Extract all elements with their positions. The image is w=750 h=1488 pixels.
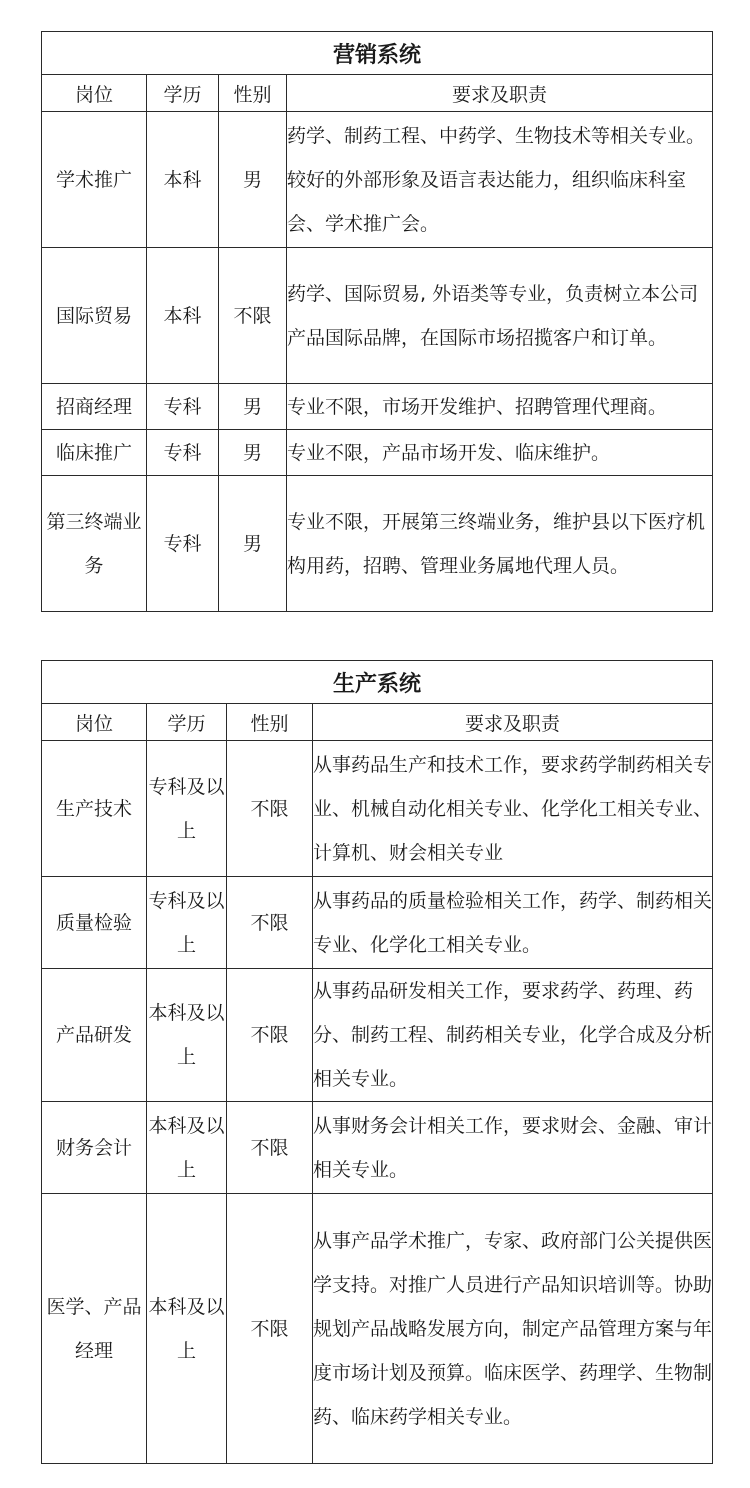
table-row <box>42 112 713 248</box>
table-row <box>42 476 713 612</box>
table-row <box>42 1102 713 1194</box>
table-row <box>42 430 713 476</box>
cell-position: 财务会计 <box>42 1102 147 1194</box>
table-title: 营销系统 <box>42 32 713 75</box>
cell-gender: 不限 <box>219 248 287 384</box>
cell-gender: 不限 <box>227 877 313 969</box>
table-row <box>42 969 713 1102</box>
table-row <box>42 384 713 430</box>
table-row <box>42 248 713 384</box>
table-row <box>42 1194 713 1464</box>
table-title-row <box>42 32 713 75</box>
header-duties: 要求及职责 <box>287 75 713 112</box>
cell-education: 专科及以上 <box>147 877 227 969</box>
cell-duties: 专业不限，产品市场开发、临床维护。 <box>287 430 713 476</box>
cell-position: 质量检验 <box>42 877 147 969</box>
header-row <box>42 704 713 741</box>
cell-education: 本科及以上 <box>147 1194 227 1464</box>
cell-gender: 男 <box>219 476 287 612</box>
production-table <box>41 660 713 1464</box>
cell-education: 专科 <box>147 430 219 476</box>
header-position: 岗位 <box>42 704 147 741</box>
cell-gender: 男 <box>219 112 287 248</box>
cell-education: 专科及以上 <box>147 741 227 877</box>
cell-position: 招商经理 <box>42 384 147 430</box>
cell-duties: 专业不限，市场开发维护、招聘管理代理商。 <box>287 384 713 430</box>
cell-education: 本科 <box>147 248 219 384</box>
header-gender: 性别 <box>227 704 313 741</box>
cell-gender: 男 <box>219 430 287 476</box>
cell-duties: 从事产品学术推广，专家、政府部门公关提供医学支持。对推广人员进行产品知识培训等。协助规划产品战略发展方向，制定产品管理方案与年度市场计划及预算。临床医学、药理学、生物制药、临床药学相关专业。 <box>313 1194 713 1464</box>
header-position: 岗位 <box>42 75 147 112</box>
cell-duties: 专业不限，开展第三终端业务，维护县以下医疗机构用药，招聘、管理业务属地代理人员。 <box>287 476 713 612</box>
marketing-table <box>41 31 713 612</box>
cell-duties: 药学、制药工程、中药学、生物技术等相关专业。较好的外部形象及语言表达能力，组织临床科室会、学术推广会。 <box>287 112 713 248</box>
cell-gender: 不限 <box>227 969 313 1102</box>
cell-position: 生产技术 <box>42 741 147 877</box>
cell-education: 专科 <box>147 384 219 430</box>
cell-duties: 药学、国际贸易, 外语类等专业，负责树立本公司产品国际品牌，在国际市场招揽客户和订单。 <box>287 248 713 384</box>
cell-gender: 不限 <box>227 741 313 877</box>
table-title-row <box>42 661 713 704</box>
cell-education: 本科及以上 <box>147 969 227 1102</box>
cell-position: 第三终端业务 <box>42 476 147 612</box>
table-row <box>42 877 713 969</box>
header-duties: 要求及职责 <box>313 704 713 741</box>
header-gender: 性别 <box>219 75 287 112</box>
cell-gender: 不限 <box>227 1102 313 1194</box>
cell-position: 临床推广 <box>42 430 147 476</box>
cell-education: 专科 <box>147 476 219 612</box>
cell-education: 本科及以上 <box>147 1102 227 1194</box>
cell-duties: 从事财务会计相关工作，要求财会、金融、审计相关专业。 <box>313 1102 713 1194</box>
cell-duties: 从事药品生产和技术工作，要求药学制药相关专业、机械自动化相关专业、化学化工相关专业、计算机、财会相关专业 <box>313 741 713 877</box>
cell-position: 产品研发 <box>42 969 147 1102</box>
cell-duties: 从事药品的质量检验相关工作，药学、制药相关专业、化学化工相关专业。 <box>313 877 713 969</box>
cell-duties: 从事药品研发相关工作，要求药学、药理、药分、制药工程、制药相关专业，化学合成及分析相关专业。 <box>313 969 713 1102</box>
table-row <box>42 741 713 877</box>
table-title: 生产系统 <box>42 661 713 704</box>
cell-gender: 不限 <box>227 1194 313 1464</box>
header-education: 学历 <box>147 75 219 112</box>
cell-position: 国际贸易 <box>42 248 147 384</box>
header-row <box>42 75 713 112</box>
cell-position: 医学、产品经理 <box>42 1194 147 1464</box>
header-education: 学历 <box>147 704 227 741</box>
cell-gender: 男 <box>219 384 287 430</box>
cell-education: 本科 <box>147 112 219 248</box>
cell-position: 学术推广 <box>42 112 147 248</box>
